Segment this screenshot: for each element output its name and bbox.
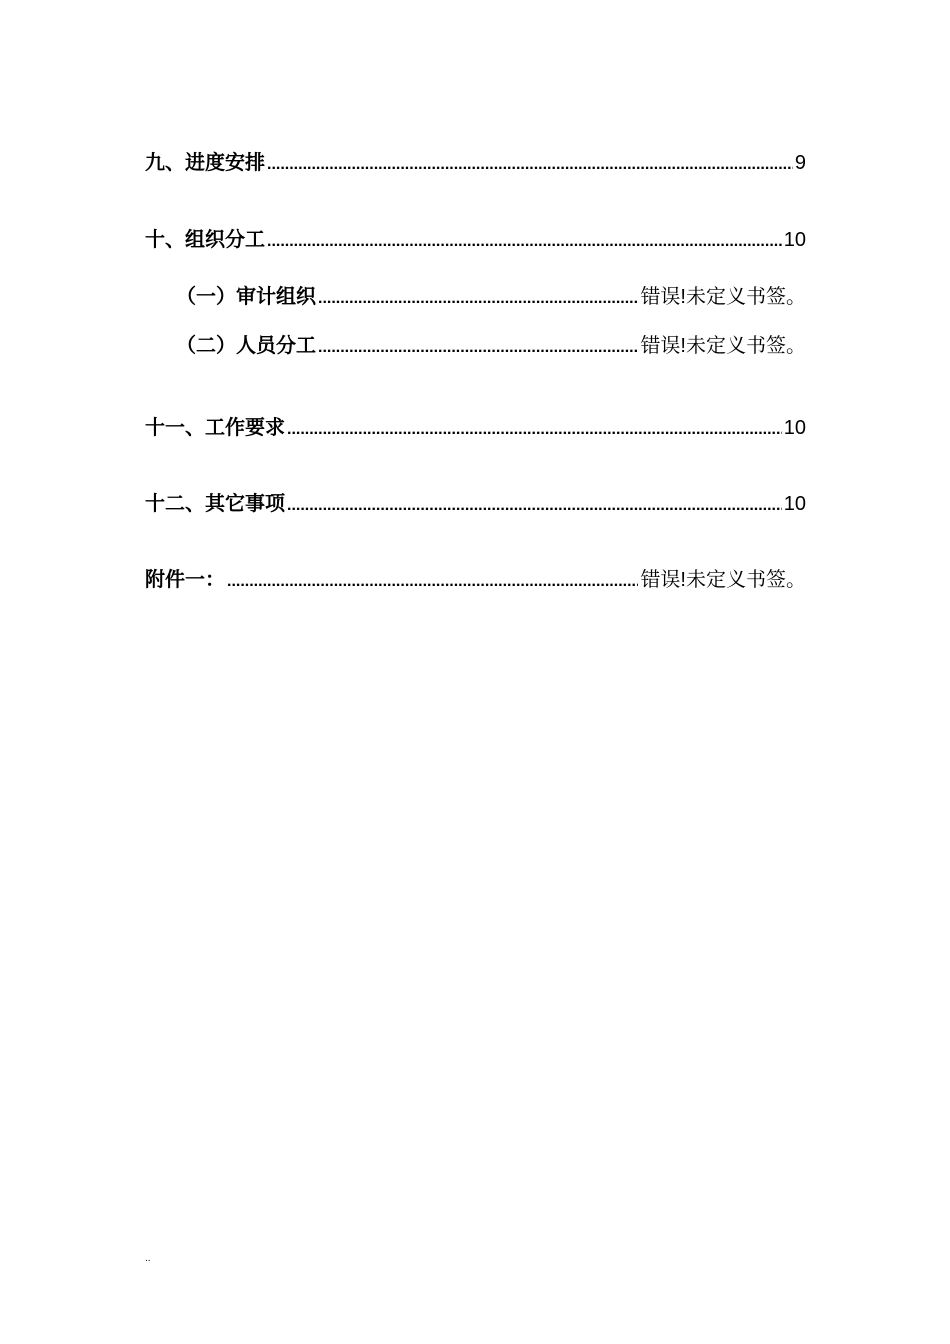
toc-entry-audit-organization[interactable] [176, 283, 806, 313]
toc-entry-schedule[interactable] [145, 149, 806, 179]
dot-leader [287, 416, 782, 444]
dot-leader [267, 228, 782, 256]
toc-entry-title: 十一、工作要求 [145, 417, 285, 439]
toc-entry-work-requirements[interactable] [145, 414, 806, 444]
dot-leader [267, 151, 793, 179]
toc-entry-page: 错误!未定义书签。 [640, 335, 806, 357]
dot-leader [318, 285, 638, 313]
toc-entry-staff-division[interactable] [176, 332, 806, 362]
toc-entry-page: 10 [783, 493, 806, 515]
footer-mark: .. [145, 1253, 151, 1264]
dot-leader [318, 334, 638, 362]
toc-entry-page: 9 [794, 152, 806, 174]
dot-leader [227, 568, 638, 596]
dot-leader [287, 492, 782, 520]
toc-entry-page: 错误!未定义书签。 [640, 569, 806, 591]
toc-entry-title: （二）人员分工 [176, 335, 316, 357]
toc-entry-attachment-one[interactable] [145, 566, 806, 596]
toc-entry-title: （一）审计组织 [176, 286, 316, 308]
toc-entry-title: 十、组织分工 [145, 229, 265, 251]
toc-entry-page: 10 [783, 229, 806, 251]
toc-entry-title: 附件一： [145, 569, 225, 591]
toc-entry-organization[interactable] [145, 226, 806, 256]
toc-entry-title: 九、进度安排 [145, 152, 265, 174]
toc-entry-page: 错误!未定义书签。 [640, 286, 806, 308]
toc-entry-title: 十二、其它事项 [145, 493, 285, 515]
toc-entry-other-matters[interactable] [145, 490, 806, 520]
toc-entry-page: 10 [783, 417, 806, 439]
